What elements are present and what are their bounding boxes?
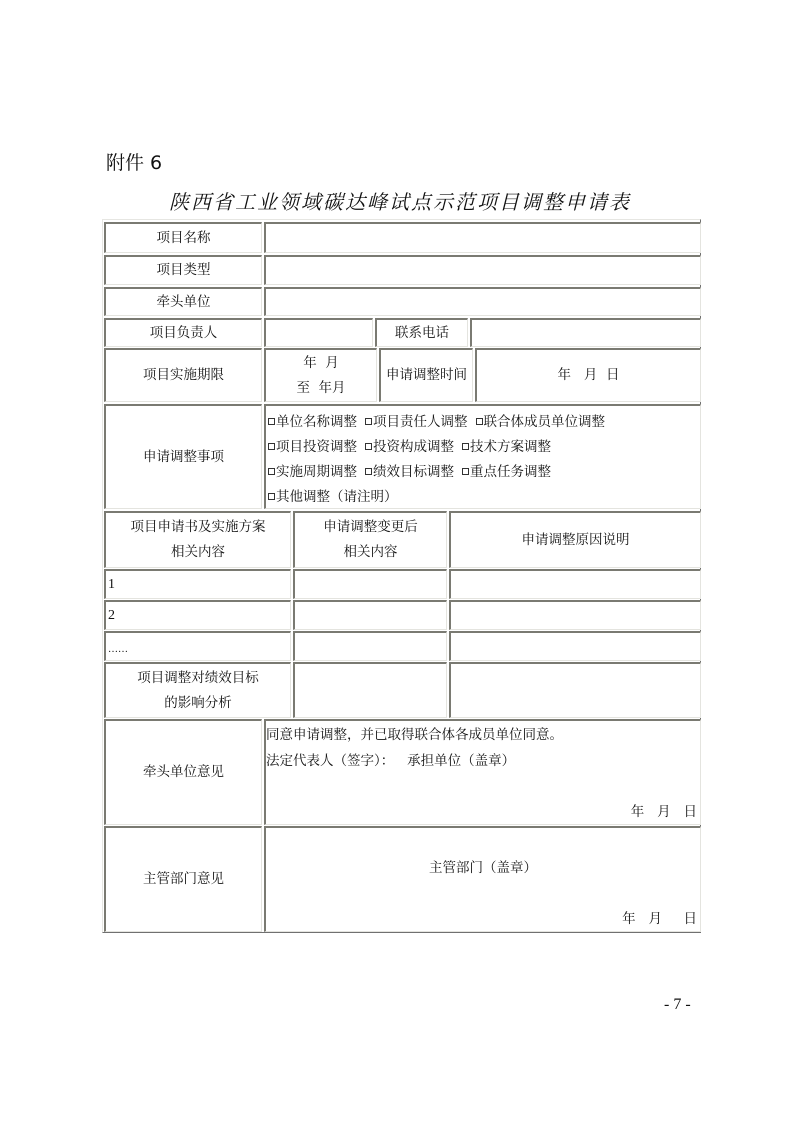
project-type-field[interactable] [264, 255, 701, 285]
checkbox-icon [268, 418, 275, 425]
option-investment[interactable]: 项目投资调整 [268, 439, 357, 455]
form-title: 陕西省工业领域碳达峰试点示范项目调整申请表 [169, 190, 631, 214]
project-name-label: 项目名称 [104, 222, 262, 253]
option-technical-plan[interactable]: 技术方案调整 [462, 439, 551, 455]
checkbox-icon [462, 468, 469, 475]
lead-opinion-consent: 同意申请调整，并已取得联合体各成员单位同意。 [266, 727, 563, 743]
option-consortium[interactable]: 联合体成员单位调整 [476, 414, 606, 430]
checkbox-icon [268, 468, 275, 475]
project-leader-field[interactable] [264, 318, 373, 347]
detail-row-more-index[interactable]: …… [104, 631, 291, 661]
detail-row-1-index[interactable]: 1 [104, 569, 291, 599]
period-label: 项目实施期限 [104, 348, 262, 402]
period-start: 年 月 [303, 354, 339, 371]
detail-row-2-index[interactable]: 2 [104, 600, 291, 630]
contact-phone-label: 联系电话 [375, 318, 468, 347]
checkbox-icon [268, 443, 275, 450]
option-unit-name[interactable]: 单位名称调整 [268, 414, 357, 430]
checkbox-icon [268, 493, 275, 500]
lead-opinion-field[interactable] [264, 719, 701, 825]
adjustment-form-table [102, 219, 701, 933]
dept-opinion-field[interactable] [264, 826, 701, 932]
detail-row-2-changed[interactable] [293, 600, 447, 630]
impact-reason-field[interactable] [449, 662, 701, 718]
project-leader-label: 项目负责人 [104, 318, 262, 347]
detail-row-more-changed[interactable] [293, 631, 447, 661]
detail-row-2-reason[interactable] [449, 600, 701, 630]
option-other[interactable]: 其他调整（请注明） [268, 489, 398, 505]
detail-row-more-reason[interactable] [449, 631, 701, 661]
lead-opinion-label: 牵头单位意见 [104, 719, 262, 825]
period-end: 至 年月 [296, 379, 346, 396]
checkbox-icon [365, 468, 372, 475]
header-changed-content: 申请调整变更后 相关内容 [293, 511, 447, 568]
adjust-time-label: 申请调整时间 [379, 348, 473, 402]
lead-unit-label: 牵头单位 [104, 287, 262, 316]
header-reason: 申请调整原因说明 [449, 511, 701, 568]
lead-opinion-signature: 法定代表人（签字）： 承担单位（盖章） [266, 753, 516, 769]
detail-row-1-reason[interactable] [449, 569, 701, 599]
dept-opinion-stamp: 主管部门（盖章） [429, 860, 537, 876]
project-type-label: 项目类型 [104, 255, 262, 285]
dept-opinion-label: 主管部门意见 [104, 826, 262, 932]
impact-changed-field[interactable] [293, 662, 447, 718]
option-period[interactable]: 实施周期调整 [268, 464, 357, 480]
header-original-content: 项目申请书及实施方案 相关内容 [104, 511, 291, 568]
project-name-field[interactable] [264, 222, 701, 253]
attachment-label: 附件 6 [106, 152, 163, 174]
adjust-time-field[interactable]: 年 月 日 [475, 348, 701, 402]
lead-opinion-date: 年 月 日 [630, 804, 697, 820]
checkbox-icon [476, 418, 483, 425]
option-key-tasks[interactable]: 重点任务调整 [462, 464, 551, 480]
page-number: - 7 - [664, 996, 691, 1013]
option-leader[interactable]: 项目责任人调整 [365, 414, 468, 430]
checkbox-icon [365, 418, 372, 425]
checkbox-icon [365, 443, 372, 450]
detail-row-1-changed[interactable] [293, 569, 447, 599]
contact-phone-field[interactable] [470, 318, 701, 347]
dept-opinion-date: 年 月 日 [622, 911, 697, 927]
checkbox-icon [462, 443, 469, 450]
adjust-items-options [264, 404, 701, 509]
impact-label: 项目调整对绩效目标 的影响分析 [104, 662, 291, 718]
option-performance[interactable]: 绩效目标调整 [365, 464, 454, 480]
adjust-items-label: 申请调整事项 [104, 404, 262, 509]
lead-unit-field[interactable] [264, 287, 701, 316]
period-field[interactable] [264, 348, 377, 402]
option-investment-composition[interactable]: 投资构成调整 [365, 439, 454, 455]
